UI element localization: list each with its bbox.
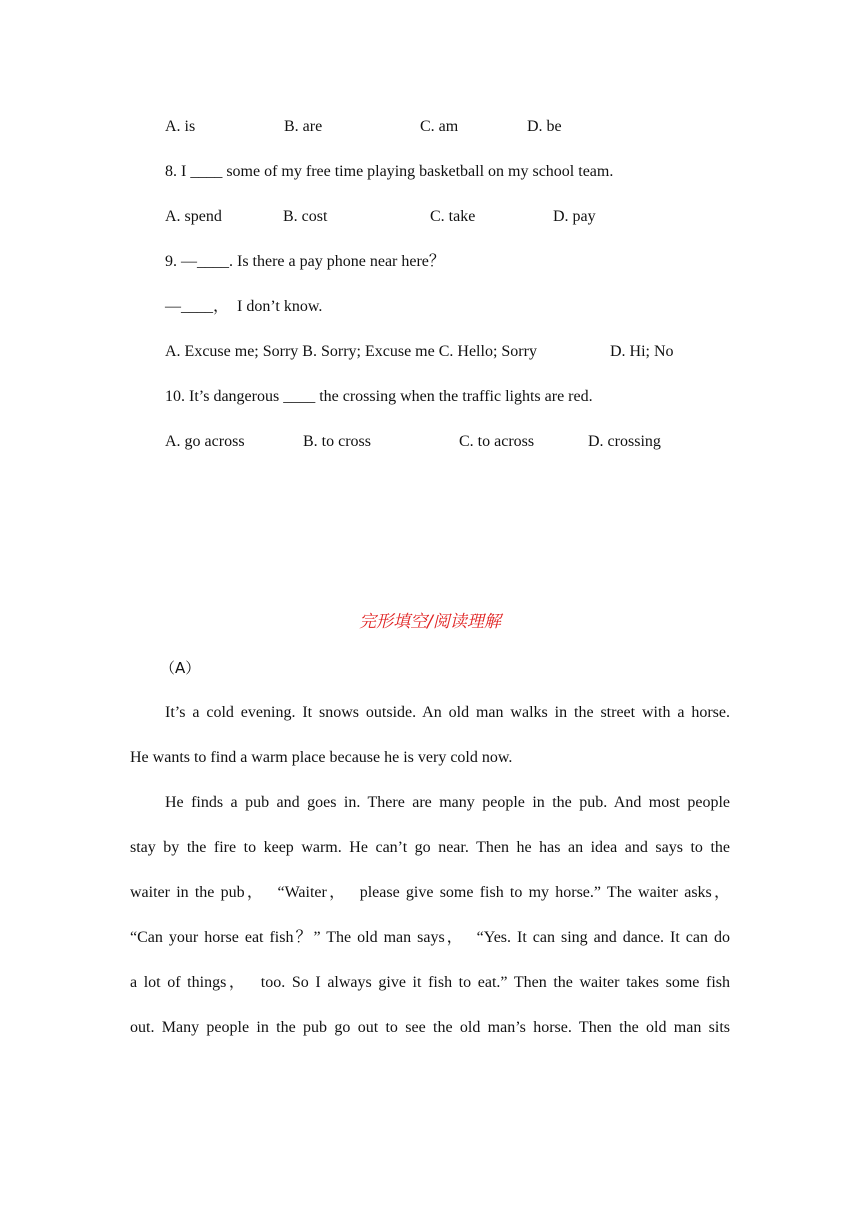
q9-option-d: D. Hi; No xyxy=(610,343,674,360)
q7-option-c: C. am xyxy=(420,118,459,135)
paragraph-line: He wants to find a warm place because he is very cold now. xyxy=(130,749,513,766)
q7-option-d: D. be xyxy=(527,118,562,135)
q10-option-a: A. go across xyxy=(165,433,245,450)
passage-paragraph-1 xyxy=(130,703,730,793)
q10-option-b: B. to cross xyxy=(303,433,371,450)
q8-option-a: A. spend xyxy=(165,208,222,225)
q9-stem: 9. —____. Is there a pay phone near here？ xyxy=(165,253,445,270)
paragraph-line: “Can your horse eat fish？” The old man says， “Yes. It can sing and dance. It can do xyxy=(130,929,731,946)
paragraph-line: stay by the fire to keep warm. He can’t go near. Then he has an idea and says to the xyxy=(130,839,730,856)
passage-paragraph-2 xyxy=(130,793,730,1063)
passage-label: （A） xyxy=(160,659,201,677)
paragraph-line: It’s a cold evening. It snows outside. An old man walks in the street with a horse. xyxy=(165,704,730,721)
q7-option-b: B. are xyxy=(284,118,323,135)
section-heading: 完形填空/阅读理解 xyxy=(359,612,501,632)
paragraph-line: out. Many people in the pub go out to see the old man’s horse. Then the old man sits xyxy=(130,1019,730,1036)
q9-options-abc: A. Excuse me; Sorry B. Sorry; Excuse me C. Hello; Sorry xyxy=(165,343,537,360)
q8-stem: 8. I ____ some of my free time playing basketball on my school team. xyxy=(165,163,614,180)
q10-option-d: D. crossing xyxy=(588,433,661,450)
paragraph-line: waiter in the pub， “Waiter， please give some fish to my horse.” The waiter asks， xyxy=(130,884,731,901)
q8-option-b: B. cost xyxy=(283,208,328,225)
paragraph-line: a lot of things， too. So I always give it fish to eat.” Then the waiter takes some fish xyxy=(130,974,730,991)
q9-reply: —____， I don’t know. xyxy=(165,298,323,315)
q10-stem: 10. It’s dangerous ____ the crossing when the traffic lights are red. xyxy=(165,388,593,405)
q7-option-a: A. is xyxy=(165,118,196,135)
paragraph-line: He finds a pub and goes in. There are many people in the pub. And most people xyxy=(165,794,730,811)
q10-option-c: C. to across xyxy=(459,433,535,450)
q8-option-c: C. take xyxy=(430,208,476,225)
q8-option-d: D. pay xyxy=(553,208,596,225)
